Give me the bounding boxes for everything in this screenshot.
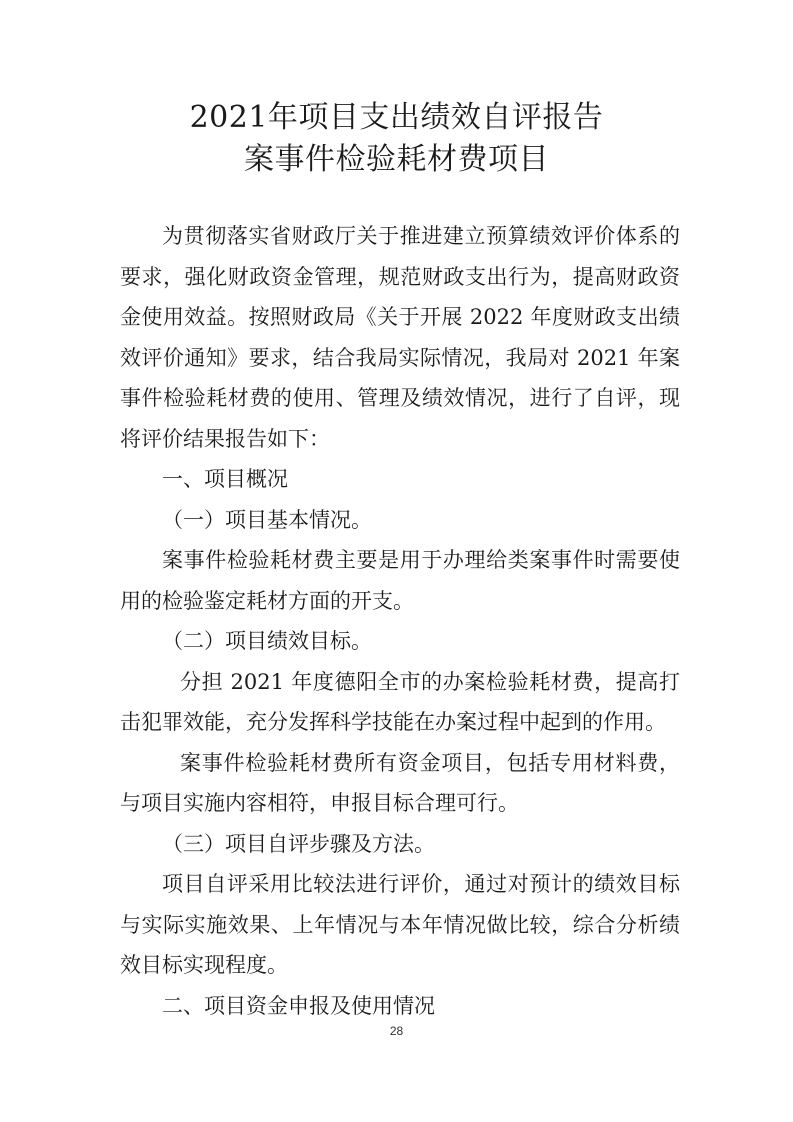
intro-paragraph: 为贯彻落实省财政厅关于推进建立预算绩效评价体系的要求，强化财政资金管理，规范财政支出行为，提高财政资金使用效益。按照财政局《关于开展 2022 年度财政支出绩效评价通知》要求，结合我局实际情况，我局对 2021 年案事件检验耗材费的使用、管理及绩效情况，进行了自评，现将评价结果报告如下： (120, 224, 680, 451)
performance-goals-paragraph-1: 分担 2021 年度德阳全市的办案检验耗材费，提高打击犯罪效能，充分发挥科学技能在办案过程中起到的作用。 (120, 669, 680, 734)
report-title-line2: 案事件检验耗材费项目 (244, 142, 549, 177)
subsection-heading-performance-goals: （二）项目绩效目标。 (162, 629, 372, 653)
report-title-line1: 2021年项目支出绩效自评报告 (189, 100, 604, 135)
report-body (120, 216, 680, 1026)
performance-goals-paragraph-2: 案事件检验耗材费所有资金项目，包括专用材料费，与项目实施内容相符，申报目标合理可行。 (120, 750, 680, 815)
evaluation-method-paragraph: 项目自评采用比较法进行评价，通过对预计的绩效目标与实际实施效果、上年情况与本年情况做比较，综合分析绩效目标实现程度。 (120, 872, 680, 977)
subsection-heading-basic-info: （一）项目基本情况。 (162, 507, 372, 532)
basic-info-paragraph: 案事件检验耗材费主要是用于办理给类案事件时需要使用的检验鉴定耗材方面的开支。 (120, 548, 680, 613)
section-heading-funds: 二、项目资金申报及使用情况 (162, 993, 435, 1018)
subsection-heading-evaluation-method: （三）项目自评步骤及方法。 (162, 831, 435, 856)
page-number: 28 (389, 1024, 404, 1038)
section-heading-overview: 一、项目概况 (162, 467, 288, 491)
